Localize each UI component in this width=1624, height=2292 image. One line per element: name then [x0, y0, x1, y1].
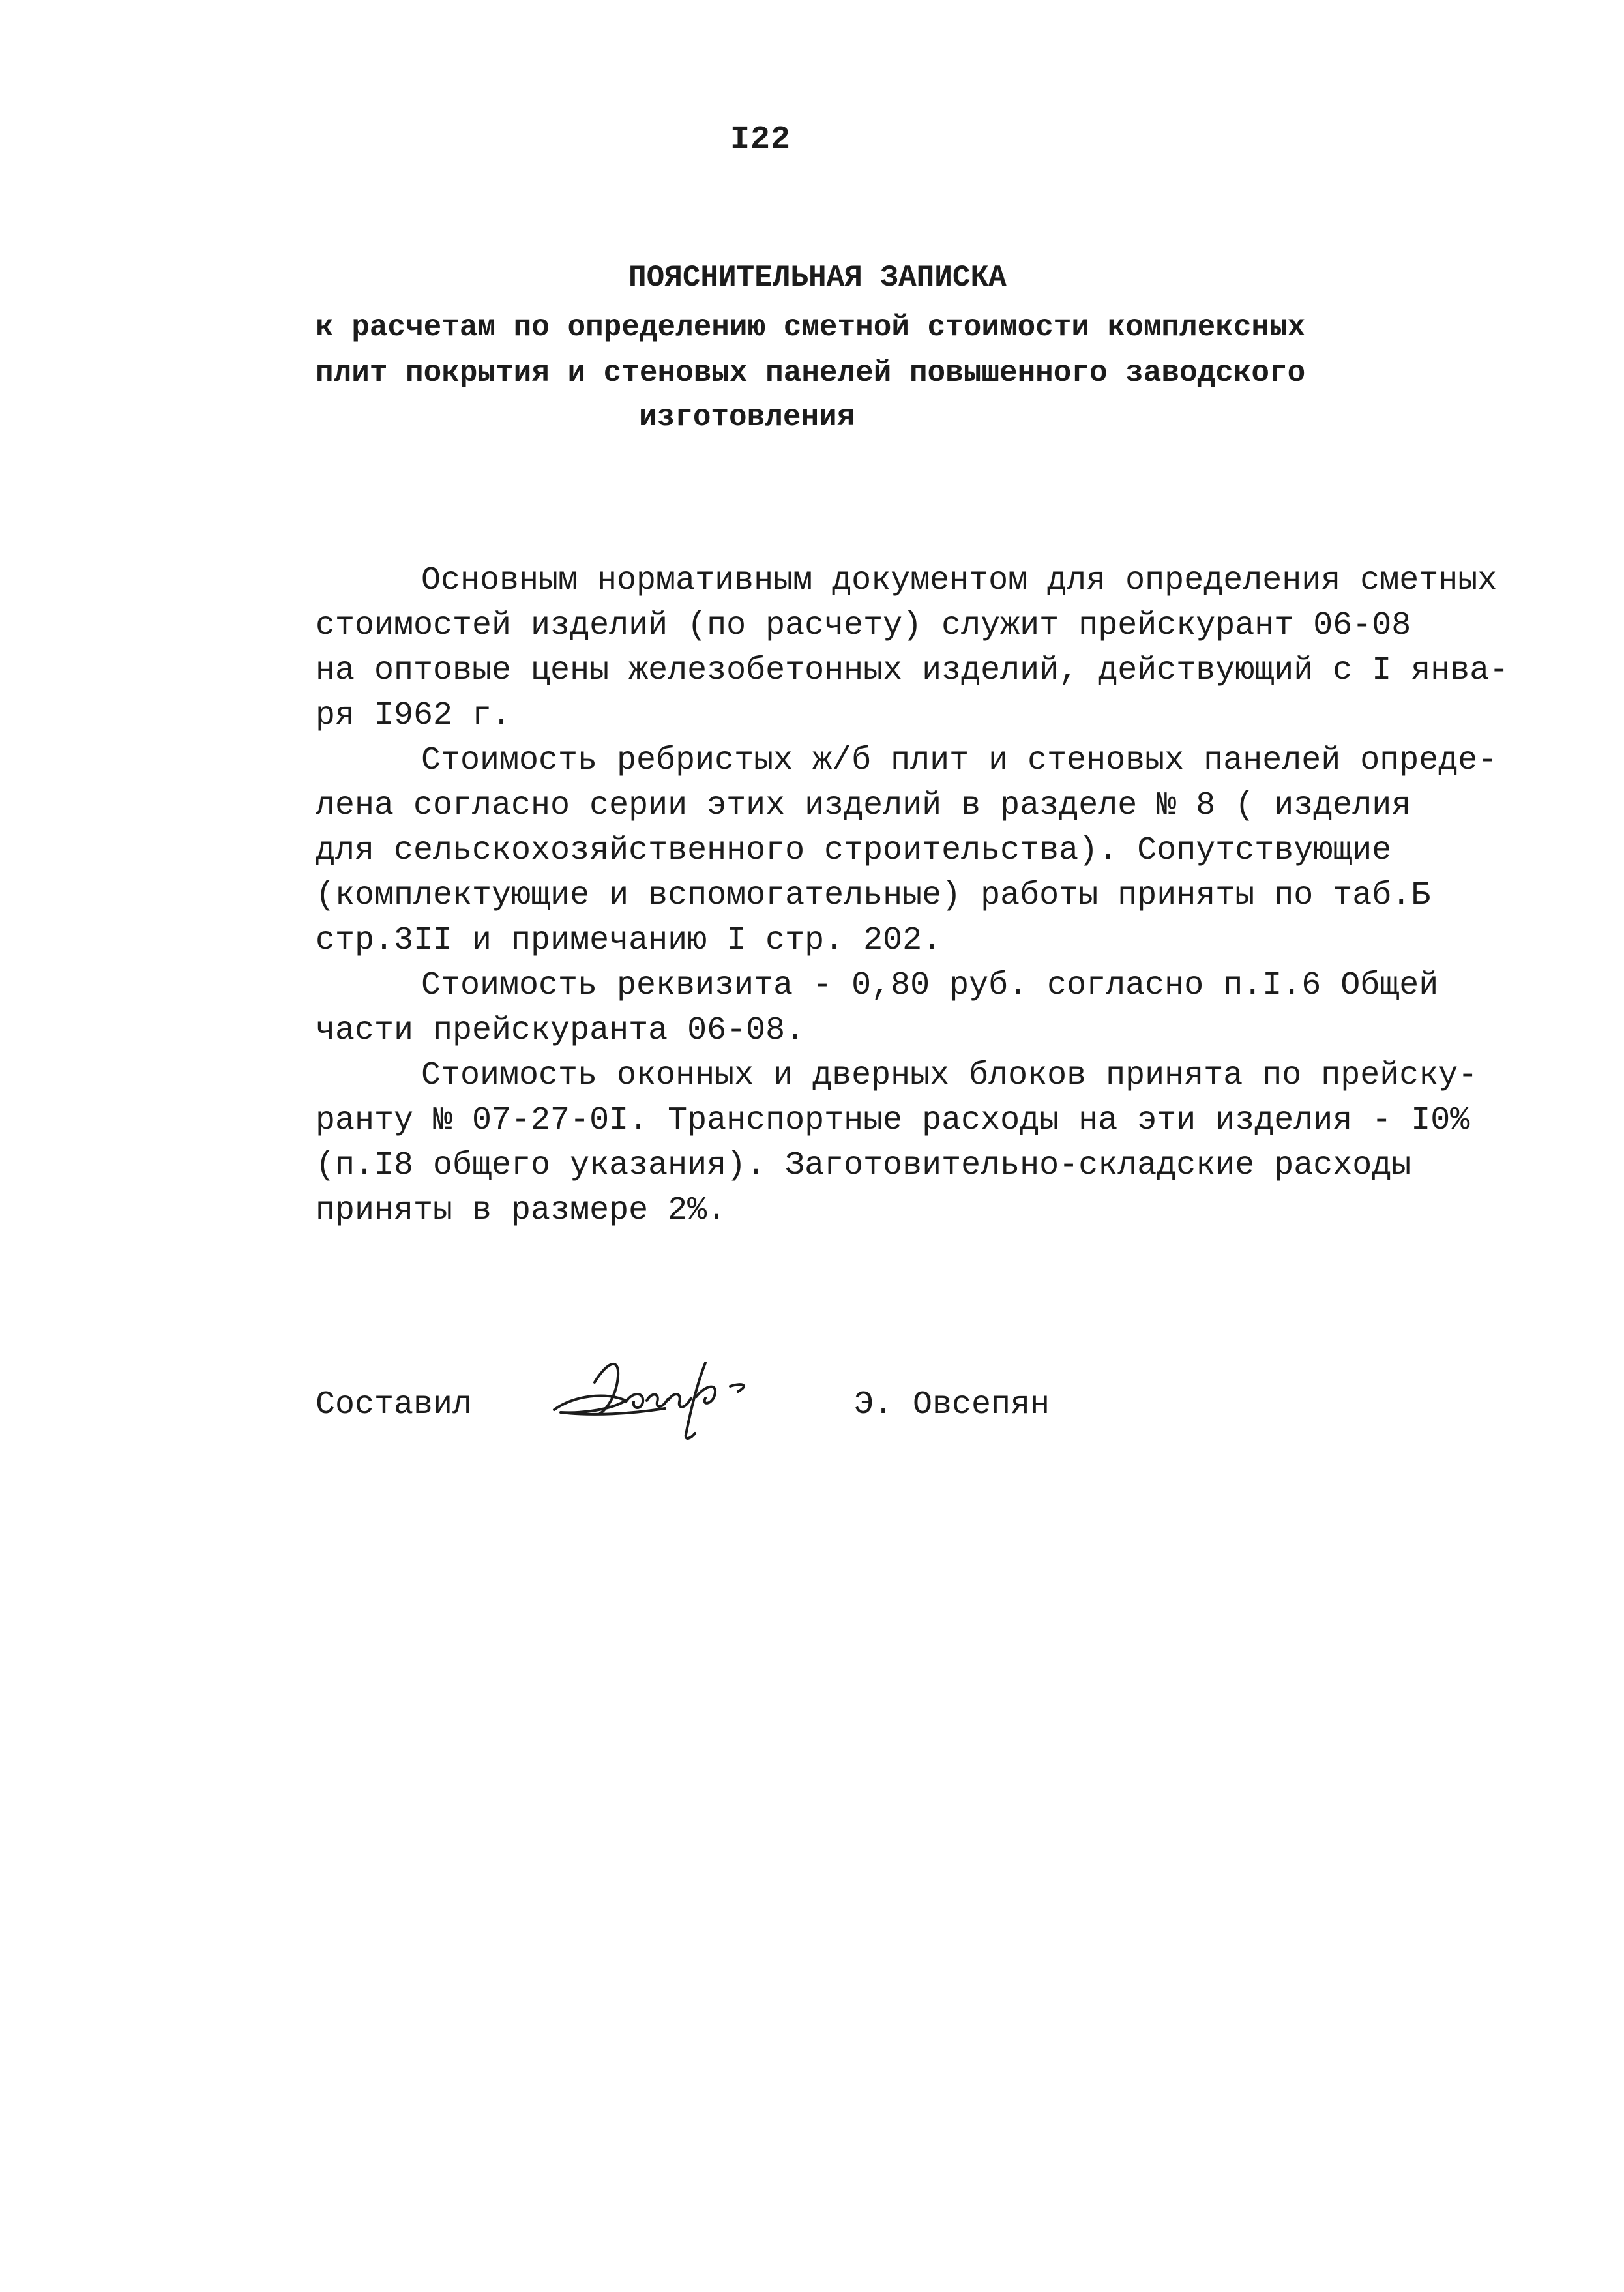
body-line: ранту № 07-27-0I. Транспортные расходы на эти изделия - I0% [316, 1102, 1470, 1139]
document-title: ПОЯСНИТЕЛЬНАЯ ЗАПИСКА [628, 261, 1007, 295]
body-line: Основным нормативным документом для определения сметных [421, 562, 1498, 599]
signatory-name: Э. Овсепян [854, 1386, 1050, 1423]
page-number: I22 [730, 121, 791, 158]
body-line: стоимостей изделий (по расчету) служит прейскурант 06-08 [316, 607, 1411, 644]
body-line: Стоимость реквизита - 0,80 руб. согласно п.I.6 Общей [421, 967, 1439, 1004]
handwritten-signature [535, 1337, 776, 1454]
body-line: стр.3II и примечанию I стр. 202. [316, 922, 942, 959]
body-line: Стоимость оконных и дверных блоков принята по прейску- [421, 1057, 1478, 1094]
body-line: (п.I8 общего указания). Заготовительно-складские расходы [316, 1147, 1411, 1184]
subtitle-line: изготовления [639, 400, 855, 434]
body-line: (комплектующие и вспомогательные) работы приняты по таб.Б [316, 877, 1431, 914]
subtitle-line: к расчетам по определению сметной стоимости комплексных [316, 310, 1306, 344]
body-line: Стоимость ребристых ж/б плит и стеновых панелей опреде- [421, 742, 1498, 779]
body-line: приняты в размере 2%. [316, 1192, 727, 1229]
body-line: на оптовые цены железобетонных изделий, действующий с I янва- [316, 652, 1509, 689]
signature-label: Составил [316, 1386, 473, 1423]
body-line: для сельскохозяйственного строительства). Сопутствующие [316, 832, 1392, 869]
body-line: лена согласно серии этих изделий в разделе № 8 ( изделия [316, 787, 1411, 824]
subtitle-line: плит покрытия и стеновых панелей повышенного заводского [316, 356, 1306, 390]
body-line: части прейскуранта 06-08. [316, 1012, 805, 1049]
body-line: ря I962 г. [316, 697, 512, 734]
